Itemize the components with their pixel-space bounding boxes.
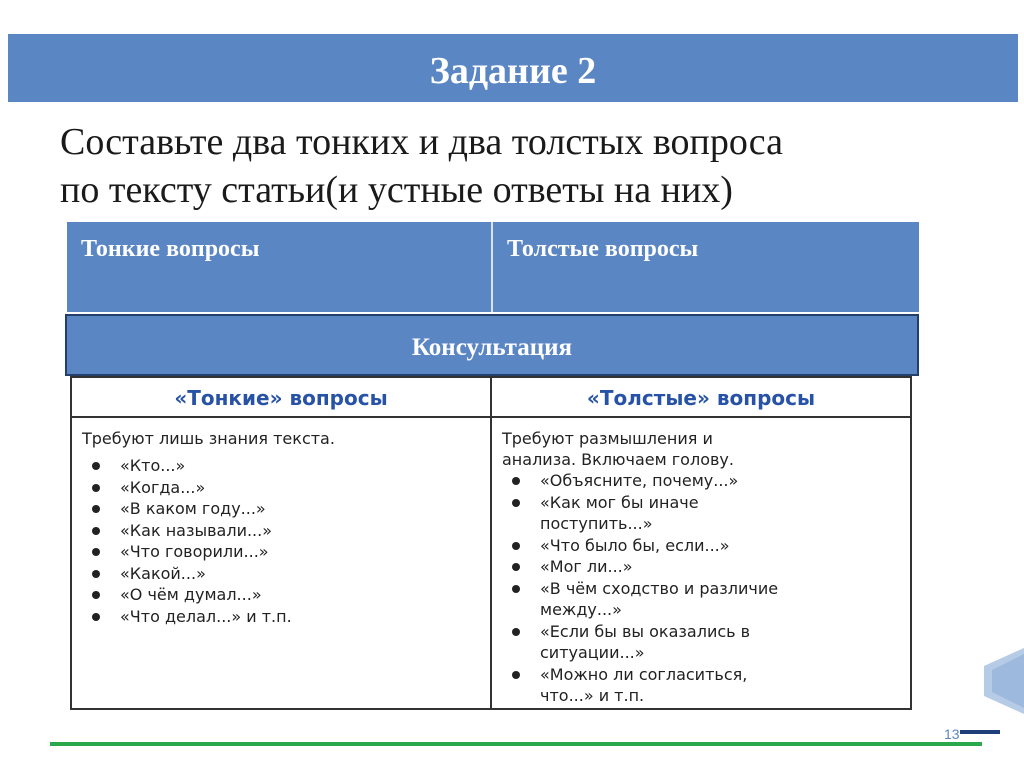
bullet-icon <box>92 591 100 599</box>
bullet-icon <box>512 585 520 593</box>
ref-thin-intro: Требуют лишь знания текста. <box>82 429 335 448</box>
ref-thick-intro: Требуют размышления и анализа. Включаем голову. <box>502 429 734 469</box>
list-item: «О чём думал...» <box>120 584 490 606</box>
list-item: «Мог ли...» <box>540 556 910 578</box>
task-instruction <box>60 118 960 214</box>
bullet-icon <box>92 570 100 578</box>
ref-thick-list <box>502 470 910 707</box>
bullet-icon <box>92 462 100 470</box>
thin-questions-header: Тонкие вопросы <box>67 222 493 312</box>
next-slide-arrow-icon[interactable] <box>976 648 1024 714</box>
ref-thick-header: «Толстые» вопросы <box>492 378 910 418</box>
bullet-icon <box>512 477 520 485</box>
page-number-underline <box>960 730 1000 734</box>
consultation-bar: Консультация <box>65 314 919 376</box>
list-item: «Кто...» <box>120 455 490 477</box>
bullet-icon <box>512 671 520 679</box>
ref-thin-header: «Тонкие» вопросы <box>72 378 492 418</box>
list-item: «Как называли...» <box>120 520 490 542</box>
list-item: «Как мог бы иначе поступить...» <box>540 492 910 535</box>
bullet-icon <box>512 563 520 571</box>
ref-thick-column <box>492 418 910 708</box>
bullet-icon <box>512 499 520 507</box>
task-line-1: Составьте два тонких и два толстых вопроса <box>60 121 783 163</box>
list-item: «Что было бы, если...» <box>540 535 910 557</box>
footer-divider <box>50 742 982 746</box>
list-item: «Объясните, почему...» <box>540 470 910 492</box>
ref-thin-list <box>82 455 490 627</box>
task-line-2: по тексту статьи(и устные ответы на них) <box>60 169 733 211</box>
ref-thin-column <box>72 418 492 708</box>
title-bar <box>8 34 1018 102</box>
slide-title: Задание 2 <box>429 50 597 92</box>
list-item: «Что делал...» и т.п. <box>120 606 490 628</box>
list-item: «Какой...» <box>120 563 490 585</box>
bullet-icon <box>92 548 100 556</box>
list-item: «Можно ли согласиться, что...» и т.п. <box>540 664 910 707</box>
bullet-icon <box>92 613 100 621</box>
list-item: «В чём сходство и различие между...» <box>540 578 910 621</box>
list-item: «Когда...» <box>120 477 490 499</box>
list-item: «В каком году...» <box>120 498 490 520</box>
thick-questions-header: Толстые вопросы <box>507 236 699 262</box>
bullet-icon <box>92 527 100 535</box>
list-item: «Что говорили...» <box>120 541 490 563</box>
reference-table <box>70 376 912 710</box>
bullet-icon <box>512 542 520 550</box>
bullet-icon <box>92 484 100 492</box>
bullet-icon <box>512 628 520 636</box>
bullet-icon <box>92 505 100 513</box>
page-number: 13 <box>944 726 960 742</box>
questions-table <box>67 222 919 312</box>
list-item: «Если бы вы оказались в ситуации...» <box>540 621 910 664</box>
